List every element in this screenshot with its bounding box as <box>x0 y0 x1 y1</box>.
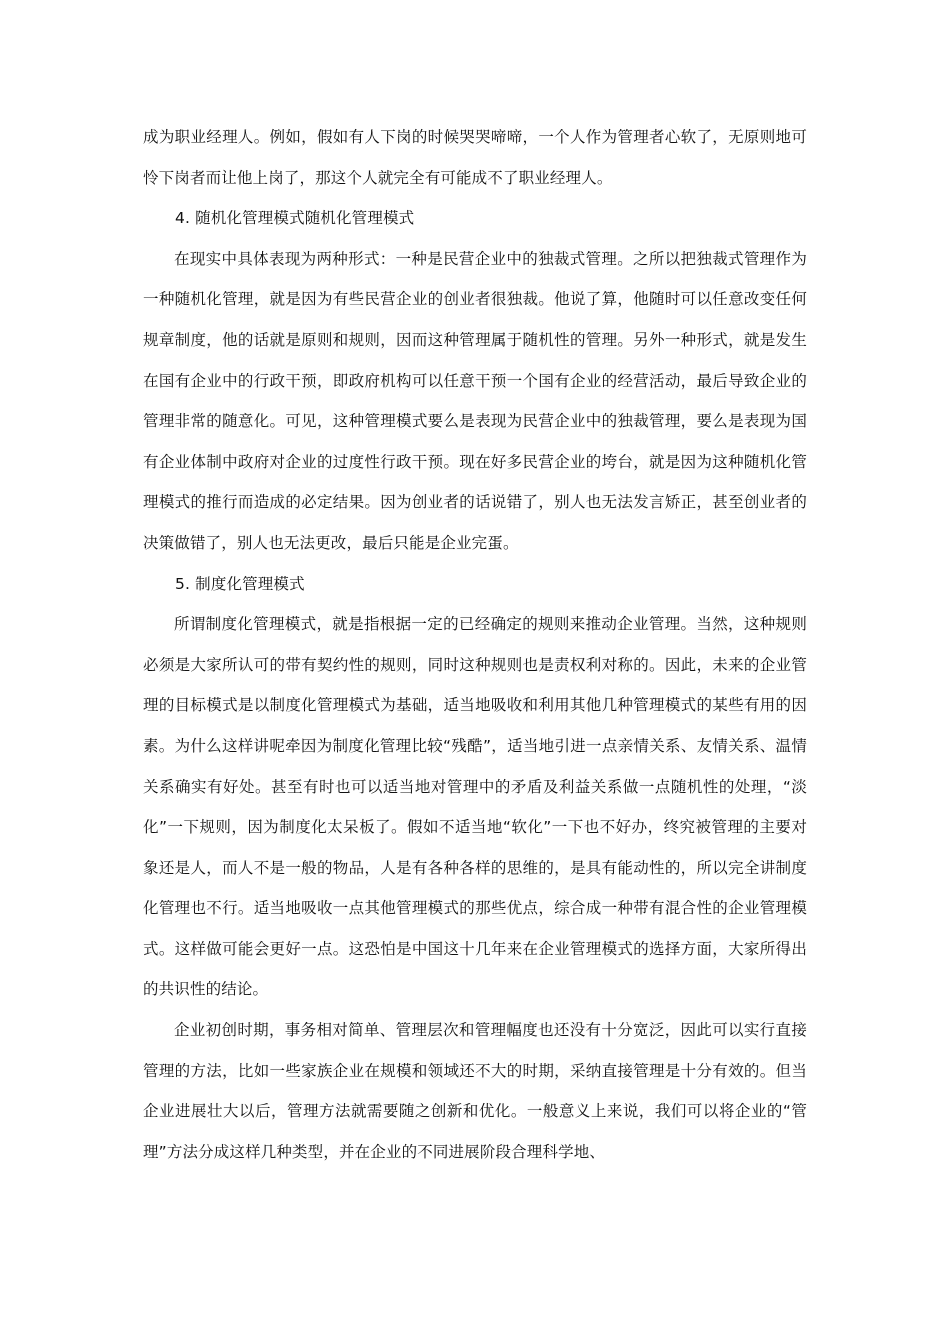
paragraph-institutional-management: 所谓制度化管理模式，就是指根据一定的已经确定的规则来推动企业管理。当然，这种规则必须是大家所认可的带有契约性的规则，同时这种规则也是责权利对称的。因此，未来的企业管理的目标模式是以制度化管理模式为基础，适当地吸收和利用其他几种管理模式的某些有用的因素。为什么这样讲呢牵因为制度化管理比较“残酷”，适当地引进一点亲情关系、友情关系、温情关系确实有好处。甚至有时也可以适当地对管理中的矛盾及利益关系做一点随机性的处理，“淡化”一下规则，因为制度化太呆板了。假如不适当地“软化”一下也不好办，终究被管理的主要对象还是人，而人不是一般的物品，人是有各种各样的思维的，是具有能动性的，所以完全讲制度化管理也不行。适当地吸收一点其他管理模式的那些优点，综合成一种带有混合性的企业管理模式。这样做可能会更好一点。这恐怕是中国这十几年来在企业管理模式的选择方面，大家所得出的共识性的结论。 <box>143 615 807 999</box>
section-heading-random-management: 4. 随机化管理模式随机化管理模式 <box>175 209 415 228</box>
paragraph-continuation: 成为职业经理人。例如，假如有人下岗的时候哭哭啼啼，一个人作为管理者心软了，无原则地可怜下岗者而让他上岗了，那这个人就完全有可能成不了职业经理人。 <box>143 128 807 187</box>
document-body <box>143 117 807 1172</box>
section-heading-institutional-management: 5. 制度化管理模式 <box>175 574 305 593</box>
paragraph-startup-management: 企业初创时期，事务相对简单、管理层次和管理幅度也还没有十分宽泛，因此可以实行直接管理的方法，比如一些家族企业在规模和领域还不大的时期，采纳直接管理是十分有效的。但当企业进展壮大以后，管理方法就需要随之创新和优化。一般意义上来说，我们可以将企业的“管理”方法分成这样几种类型，并在企业的不同进展阶段合理科学地、 <box>143 1021 807 1161</box>
paragraph-random-management: 在现实中具体表现为两种形式：一种是民营企业中的独裁式管理。之所以把独裁式管理作为一种随机化管理，就是因为有些民营企业的创业者很独裁。他说了算，他随时可以任意改变任何规章制度，他的话就是原则和规则，因而这种管理属于随机性的管理。另外一种形式，就是发生在国有企业中的行政干预，即政府机构可以任意干预一个国有企业的经营活动，最后导致企业的管理非常的随意化。可见，这种管理模式要么是表现为民营企业中的独裁管理，要么是表现为国有企业体制中政府对企业的过度性行政干预。现在好多民营企业的垮台，就是因为这种随机化管理模式的推行而造成的必定结果。因为创业者的话说错了，别人也无法发言矫正，甚至创业者的决策做错了，别人也无法更改，最后只能是企业完蛋。 <box>143 249 807 552</box>
